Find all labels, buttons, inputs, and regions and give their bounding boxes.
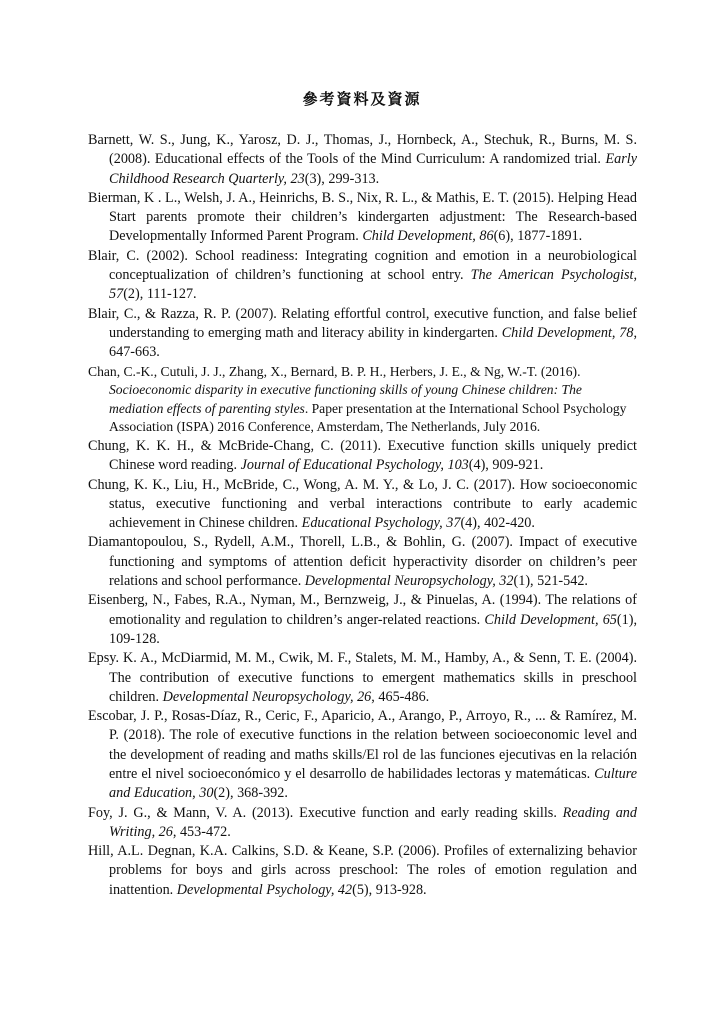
reference-entry: Hill, A.L. Degnan, K.A. Calkins, S.D. & Keane, S.P. (2006). Profiles of externalizing behavior problems for boys and girls across preschool: The roles of emotion regulation and inattention. Developmental Psychology, 42(5), 913-928.: [88, 843, 637, 898]
reference-entry: Foy, J. G., & Mann, V. A. (2013). Executive function and early reading skills. Reading and Writing, 26, 453-472.: [88, 804, 637, 840]
reference-entry: Bierman, K . L., Welsh, J. A., Heinrichs, B. S., Nix, R. L., & Mathis, E. T. (2015). Helping Head Start parents promote their children’s kindergarten adjustment: The Research-based Developmentally Informed Parent Program. Child Development, 86(6), 1877-1891.: [88, 189, 637, 245]
reference-entry: Chung, K. K., Liu, H., McBride, C., Wong, A. M. Y., & Lo, J. C. (2017). How socioeconomic status, executive functioning and verbal interactions contribute to early academic achievement in Chinese children. Educational Psychology, 37(4), 402-420.: [88, 476, 637, 532]
reference-entry: Epsy. K. A., McDiarmid, M. M., Cwik, M. F., Stalets, M. M., Hamby, A., & Senn, T. E. (2004). The contribution of executive functions to emergent mathematics skills in preschool children. Developmental Neuropsychology, 26, 465-486.: [88, 650, 637, 705]
reference-list: [88, 131, 637, 900]
reference-entry: Diamantopoulou, S., Rydell, A.M., Thorell, L.B., & Bohlin, G. (2007). Impact of executive functioning and symptoms of attention deficit hyperactivity disorder on children’s peer relations and school performance. Developmental Neuropsychology, 32(1), 521-542.: [88, 534, 637, 590]
reference-entry: Chan, C.-K., Cutuli, J. J., Zhang, X., Bernard, B. P. H., Herbers, J. E., & Ng, W.-T. (2016). Socioeconomic disparity in executive functioning skills of young Chinese children: The mediation effects of parenting styles. Paper presentation at the International School Psychology Association (ISPA) 2016 Conference, Amsterdam, The Netherlands, July 2016.: [88, 363, 627, 435]
reference-entry: Chung, K. K. H., & McBride-Chang, C. (2011). Executive function skills uniquely predict Chinese word reading. Journal of Educational Psychology, 103(4), 909-921.: [88, 437, 637, 474]
reference-entry: Eisenberg, N., Fabes, R.A., Nyman, M., Bernzweig, J., & Pinuelas, A. (1994). The relations of emotionality and regulation to children’s anger-related reactions. Child Development, 65(1), 109-128.: [88, 592, 637, 647]
reference-entry: Barnett, W. S., Jung, K., Yarosz, D. J., Thomas, J., Hornbeck, A., Stechuk, R., Burns, M. S. (2008). Educational effects of the Tools of the Mind Curriculum: A randomized trial. Early Childhood Research Quarterly, 23(3), 299-313.: [88, 132, 637, 187]
reference-entry: Escobar, J. P., Rosas-Díaz, R., Ceric, F., Aparicio, A., Arango, P., Arroyo, R., ... & Ramírez, M. P. (2018). The role of executive functions in the relation between socioeconomic level and the development of reading and maths skills/El rol de las funciones ejecutivas en la relación entre el nivel socioeconómico y el desarrollo de habilidades lectoras y matemáticas. Culture and Education, 30(2), 368-392.: [88, 708, 637, 802]
reference-entry: Blair, C., & Razza, R. P. (2007). Relating effortful control, executive function, and false belief understanding to emerging math and literacy ability in kindergarten. Child Development, 78, 647-663.: [88, 305, 637, 361]
page-title: 參考資料及資源: [302, 90, 422, 108]
reference-entry: Blair, C. (2002). School readiness: Integrating cognition and emotion in a neurobiological conceptualization of children’s functioning at school entry. The American Psychologist, 57(2), 111-127.: [88, 247, 637, 303]
